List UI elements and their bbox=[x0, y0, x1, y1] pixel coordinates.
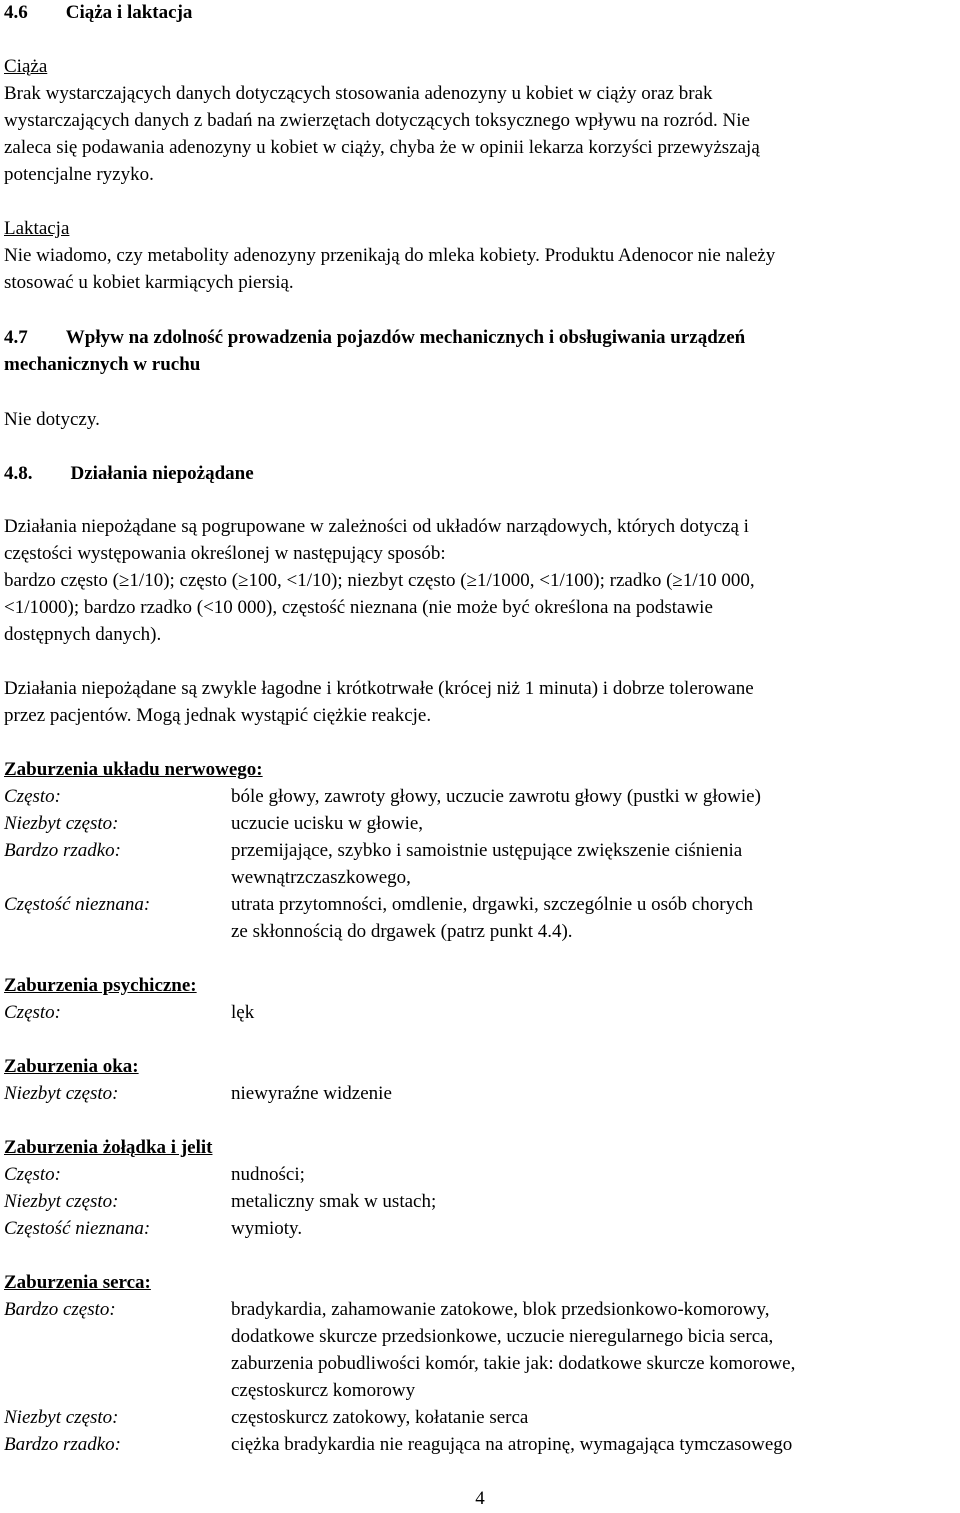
effect-text: bradykardia, zahamowanie zatokowe, blok przedsionkowo-komorowy, bbox=[231, 1299, 770, 1320]
adverse-intro-line: częstości występowania określonej w następujący sposób: bbox=[4, 543, 446, 564]
adverse-intro-line: dostępnych danych). bbox=[4, 624, 162, 645]
page-number: 4 bbox=[475, 1488, 485, 1509]
pregnancy-text-line: wystarczających danych z badań na zwierzętach dotyczących toksycznego wpływu na rozród. Nie bbox=[4, 110, 750, 131]
section-4-7-heading: mechanicznych w ruchu bbox=[4, 354, 201, 375]
effect-text: ciężka bradykardia nie reagująca na atropinę, wymagająca tymczasowego bbox=[231, 1434, 793, 1455]
adverse-summary-line: przez pacjentów. Mogą jednak wystąpić ciężkie reakcje. bbox=[4, 705, 432, 726]
effect-text: wymioty. bbox=[231, 1218, 303, 1239]
adverse-intro-line: <1/1000); bardzo rzadko (<10 000), częstość nieznana (nie może być określona na podstawie bbox=[4, 597, 713, 618]
lactation-text-line: stosować u kobiet karmiących piersią. bbox=[4, 272, 294, 293]
lactation-text-line: Nie wiadomo, czy metabolity adenozyny przenikają do mleka kobiety. Produktu Adenocor nie należy bbox=[4, 245, 776, 266]
group-title-psychiatric: Zaburzenia psychiczne: bbox=[4, 975, 197, 996]
effect-text: niewyraźne widzenie bbox=[231, 1083, 392, 1104]
frequency-label: Częstość nieznana: bbox=[4, 894, 151, 915]
pregnancy-text-line: zaleca się podawania adenozyny u kobiet w ciąży, chyba że w opinii lekarza korzyści przewyższają bbox=[4, 137, 760, 158]
effect-text: przemijające, szybko i samoistnie ustępujące zwiększenie ciśnienia bbox=[231, 840, 743, 861]
frequency-label: Często: bbox=[4, 1002, 61, 1023]
lactation-subheading: Laktacja bbox=[4, 218, 70, 239]
effect-text: wewnątrzczaszkowego, bbox=[231, 867, 411, 888]
pregnancy-text-line: potencjalne ryzyko. bbox=[4, 164, 154, 185]
effect-text: zaburzenia pobudliwości komór, takie jak: dodatkowe skurcze komorowe, bbox=[231, 1353, 796, 1374]
frequency-label: Niezbyt często: bbox=[4, 1083, 119, 1104]
effect-text: częstoskurcz zatokowy, kołatanie serca bbox=[231, 1407, 529, 1428]
section-4-6-heading: 4.6 Ciąża i laktacja bbox=[4, 2, 193, 23]
adverse-summary-line: Działania niepożądane są zwykle łagodne i krótkotrwałe (krócej niż 1 minuta) i dobrze tolerowane bbox=[4, 678, 754, 699]
pregnancy-text-line: Brak wystarczających danych dotyczących stosowania adenozyny u kobiet w ciąży oraz brak bbox=[4, 83, 713, 104]
section-4-7-text: Nie dotyczy. bbox=[4, 409, 100, 430]
group-title-gastrointestinal: Zaburzenia żołądka i jelit bbox=[4, 1137, 213, 1158]
section-4-8-heading: 4.8. Działania niepożądane bbox=[4, 463, 254, 484]
frequency-label: Często: bbox=[4, 786, 61, 807]
effect-text: nudności; bbox=[231, 1164, 305, 1185]
frequency-label: Częstość nieznana: bbox=[4, 1218, 151, 1239]
pregnancy-subheading: Ciąża bbox=[4, 56, 48, 77]
section-4-7-heading: 4.7 Wpływ na zdolność prowadzenia pojazdów mechanicznych i obsługiwania urządzeń bbox=[4, 327, 746, 348]
group-title-cardiac: Zaburzenia serca: bbox=[4, 1272, 151, 1293]
frequency-label: Bardzo rzadko: bbox=[4, 840, 121, 861]
frequency-label: Niezbyt często: bbox=[4, 1407, 119, 1428]
frequency-label: Bardzo rzadko: bbox=[4, 1434, 121, 1455]
effect-text: bóle głowy, zawroty głowy, uczucie zawrotu głowy (pustki w głowie) bbox=[231, 786, 761, 807]
effect-text: utrata przytomności, omdlenie, drgawki, szczególnie u osób chorych bbox=[231, 894, 753, 915]
effect-text: częstoskurcz komorowy bbox=[231, 1380, 416, 1401]
frequency-label: Często: bbox=[4, 1164, 61, 1185]
effect-text: dodatkowe skurcze przedsionkowe, uczucie nieregularnego bicia serca, bbox=[231, 1326, 774, 1347]
frequency-label: Niezbyt często: bbox=[4, 813, 119, 834]
frequency-label: Niezbyt często: bbox=[4, 1191, 119, 1212]
effect-text: ze skłonnością do drgawek (patrz punkt 4.4). bbox=[231, 921, 573, 942]
frequency-label: Bardzo często: bbox=[4, 1299, 116, 1320]
group-title-eye: Zaburzenia oka: bbox=[4, 1056, 139, 1077]
group-title-nervous-system: Zaburzenia układu nerwowego: bbox=[4, 759, 263, 780]
effect-text: lęk bbox=[231, 1002, 255, 1023]
effect-text: metaliczny smak w ustach; bbox=[231, 1191, 437, 1212]
effect-text: uczucie ucisku w głowie, bbox=[231, 813, 424, 834]
adverse-intro-line: bardzo często (≥1/10); często (≥100, <1/10); niezbyt często (≥1/1000, <1/100); rzadko (≥1/10 000, bbox=[4, 570, 755, 591]
adverse-intro-line: Działania niepożądane są pogrupowane w zależności od układów narządowych, których dotyczą i bbox=[4, 516, 749, 537]
